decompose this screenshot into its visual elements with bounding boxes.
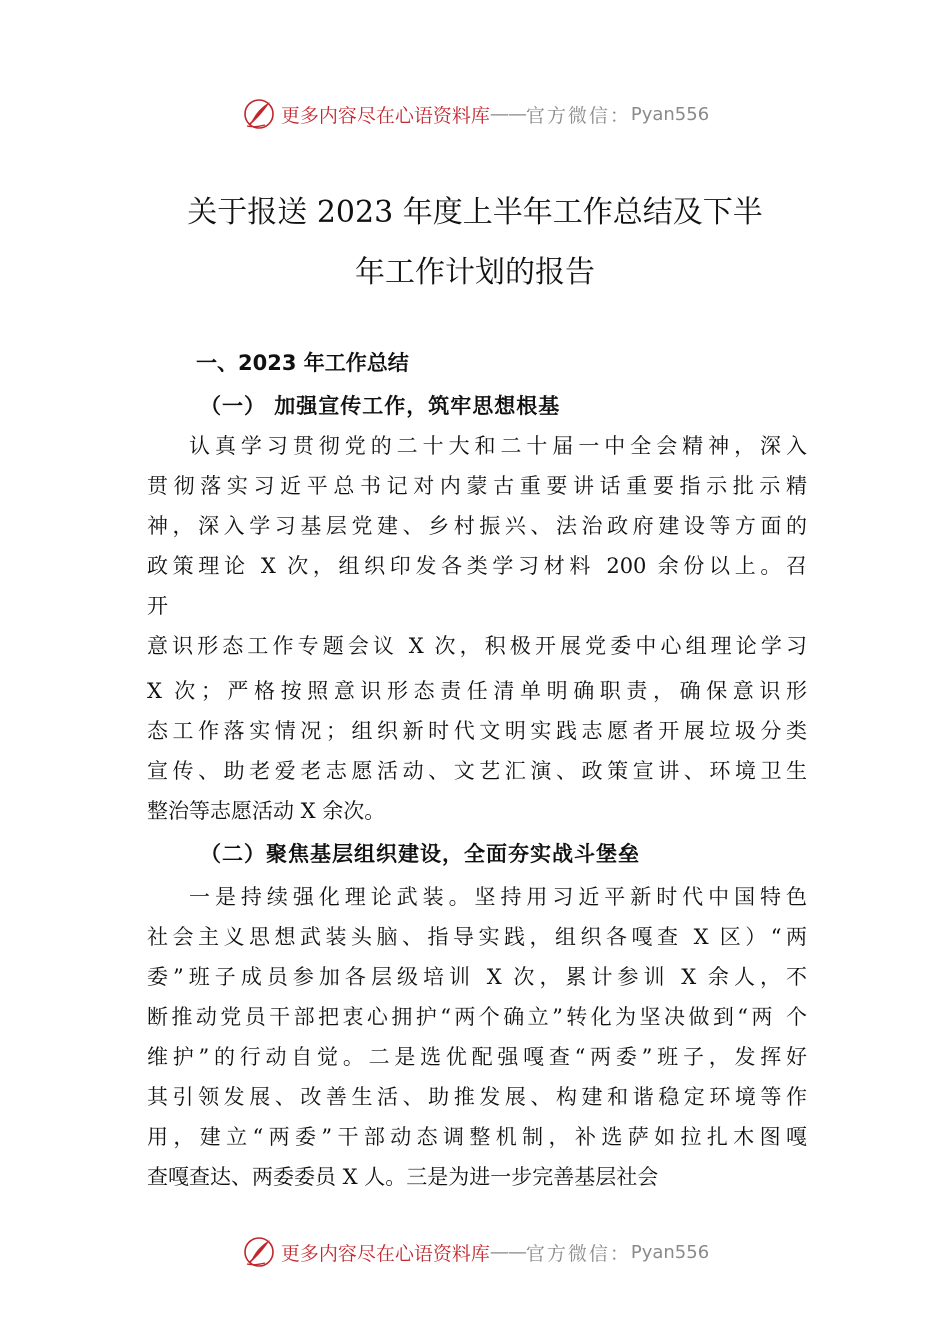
watermark-brand: 更多内容尽在心语资料库 (280, 104, 490, 127)
watermark-brand: 更多内容尽在心语资料库 (280, 1242, 490, 1265)
paragraph-line: 态工作落实情况；组织新时代文明实践志愿者开展垃圾分类 (147, 719, 807, 743)
paragraph-line: 神，深入学习基层党建、乡村振兴、法治政府建设等方面的 (147, 514, 807, 538)
paragraph-line: 整治等志愿活动 X 余次。 (147, 799, 386, 823)
paragraph-line: 开 (147, 594, 168, 618)
watermark-label: 官方微信： (525, 104, 631, 127)
paragraph-line: 其引领发展、改善生活、助推发展、构建和谐稳定环境等作 (147, 1085, 807, 1109)
feather-pen-logo-icon (241, 96, 277, 132)
watermark-id: Pyan556 (630, 103, 710, 125)
subsection-heading-1: （一） 加强宣传工作，筑牢思想根基 (200, 393, 561, 418)
document-title-line-1: 关于报送 2023 年度上半年工作总结及下半 (187, 195, 763, 230)
paragraph-line: 委”班子成员参加各层级培训 X 次，累计参训 X 余人，不 (147, 965, 807, 989)
paragraph-line: 认真学习贯彻党的二十大和二十届一中全会精神，深入 (189, 434, 807, 458)
watermark-label: 官方微信： (525, 1242, 631, 1265)
paragraph-line: X 次；严格按照意识形态责任清单明确职责，确保意识形 (147, 679, 807, 703)
watermark-id: Pyan556 (630, 1241, 710, 1263)
section-heading: 一、2023 年工作总结 (196, 351, 409, 375)
paragraph-line: 社会主义思想武装头脑、指导实践，组织各嘎查 X 区）“两 (147, 925, 807, 949)
paragraph-line: 用，建立“两委”干部动态调整机制，补选萨如拉扎木图嘎 (147, 1125, 807, 1149)
document-title-line-2: 年工作计划的报告 (355, 255, 595, 290)
watermark-header (0, 94, 950, 134)
paragraph-line: 意识形态工作专题会议 X 次，积极开展党委中心组理论学习 (147, 634, 807, 658)
paragraph-line: 贯彻落实习近平总书记对内蒙古重要讲话重要指示批示精 (147, 474, 807, 498)
watermark-dash: —— (489, 1241, 526, 1263)
feather-pen-logo-icon (241, 1234, 277, 1270)
paragraph-line: 政策理论 X 次，组织印发各类学习材料 200 余份以上。召 (147, 554, 807, 578)
watermark-footer (0, 1232, 950, 1272)
paragraph-line: 宣传、助老爱老志愿活动、文艺汇演、政策宣讲、环境卫生 (147, 759, 807, 783)
subsection-heading-2: （二）聚焦基层组织建设，全面夯实战斗堡垒 (200, 841, 640, 866)
paragraph-line: 查嘎查达、两委委员 X 人。三是为进一步完善基层社会 (147, 1165, 659, 1189)
watermark-dash: —— (489, 103, 526, 125)
paragraph-line: 一是持续强化理论武装。坚持用习近平新时代中国特色 (189, 885, 807, 909)
paragraph-line: 维护”的行动自觉。二是选优配强嘎查“两委”班子，发挥好 (147, 1045, 807, 1069)
paragraph-line: 断推动党员干部把衷心拥护“两个确立”转化为坚决做到“两 个 (147, 1005, 807, 1029)
